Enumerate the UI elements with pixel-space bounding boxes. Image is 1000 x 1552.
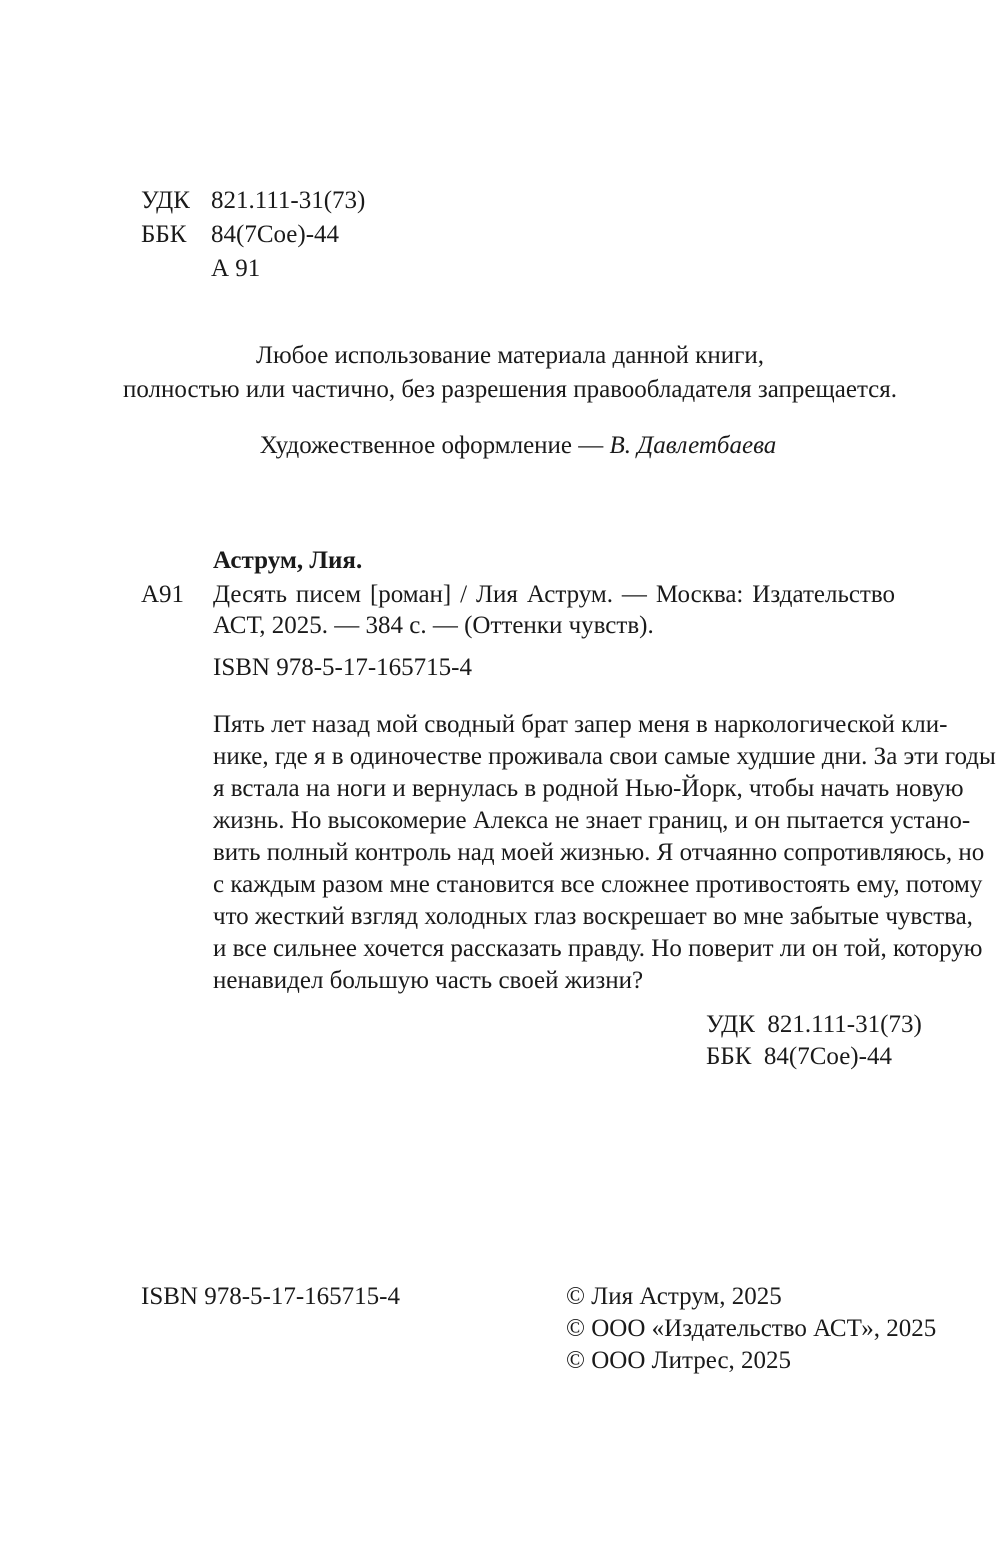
- annotation-line: жизнь. Но высокомерие Алекса не знает границ, и он пытается устано-: [213, 807, 971, 834]
- annotation-line: я встала на ноги и вернулась в родной Нью-Йорк, чтобы начать новую: [213, 775, 964, 802]
- copyright-notice-line: Любое использование материала данной книги,: [256, 342, 764, 369]
- author-sign-line: [141, 253, 365, 285]
- udk-bottom: УДК 821.111-31(73): [706, 1011, 922, 1038]
- design-credit: [100, 430, 936, 462]
- catalog-isbn: ISBN 978-5-17-165715-4: [213, 654, 473, 681]
- copyright-line: © ООО Литрес, 2025: [566, 1347, 792, 1374]
- udk-label: УДК: [141, 187, 190, 214]
- catalog-description-line: Десять писем [роман] / Лия Аструм. — Москва: Издательство: [213, 581, 895, 608]
- bbk-value: 84(7Сое)-44: [211, 221, 340, 248]
- copyright-notice-line: полностью или частично, без разрешения правообладателя запрещается.: [122, 376, 898, 403]
- annotation-line: Пять лет назад мой сводный брат запер меня в наркологической кли-: [213, 711, 948, 738]
- annotation: [213, 709, 996, 997]
- udk-value: 821.111-31(73): [211, 187, 366, 214]
- copyright-notice: [100, 340, 920, 406]
- annotation-line: что жесткий взгляд холодных глаз воскрешает во мне забытые чувства,: [213, 903, 973, 930]
- annotation-line: с каждым разом мне становится все сложнее противостоять ему, потому: [213, 871, 983, 898]
- annotation-line: вить полный контроль над моей жизнью. Я отчаянно сопротивляюсь, но: [213, 839, 985, 866]
- copyright-line: © ООО «Издательство АСТ», 2025: [566, 1315, 937, 1342]
- bbk-bottom: ББК 84(7Сое)-44: [706, 1043, 892, 1070]
- footer-copyrights: [566, 1281, 936, 1377]
- bbk-line: [141, 219, 365, 251]
- design-credit-label: Художественное оформление —: [259, 432, 610, 459]
- designer-name: В. Давлетбаева: [609, 432, 777, 459]
- catalog-author-sign: А91: [141, 581, 185, 608]
- classification-block: [141, 185, 365, 285]
- annotation-line: ненавидел большую часть своей жизни?: [213, 967, 644, 994]
- copyright-line: © Лия Аструм, 2025: [566, 1283, 782, 1310]
- bbk-label: ББК: [141, 221, 187, 248]
- annotation-line: и все сильнее хочется рассказать правду. Но поверит ли он той, которую: [213, 935, 983, 962]
- catalog-author-heading: Аструм, Лия.: [213, 547, 363, 574]
- author-sign: А 91: [211, 255, 261, 282]
- udk-line: [141, 185, 365, 217]
- classification-bottom: [706, 1009, 922, 1073]
- footer-isbn: ISBN 978-5-17-165715-4: [141, 1283, 401, 1310]
- annotation-line: нике, где я в одиночестве проживала свои самые худшие дни. За эти годы: [213, 743, 996, 770]
- catalog-description-line: АСТ, 2025. — 384 с. — (Оттенки чувств).: [213, 612, 654, 639]
